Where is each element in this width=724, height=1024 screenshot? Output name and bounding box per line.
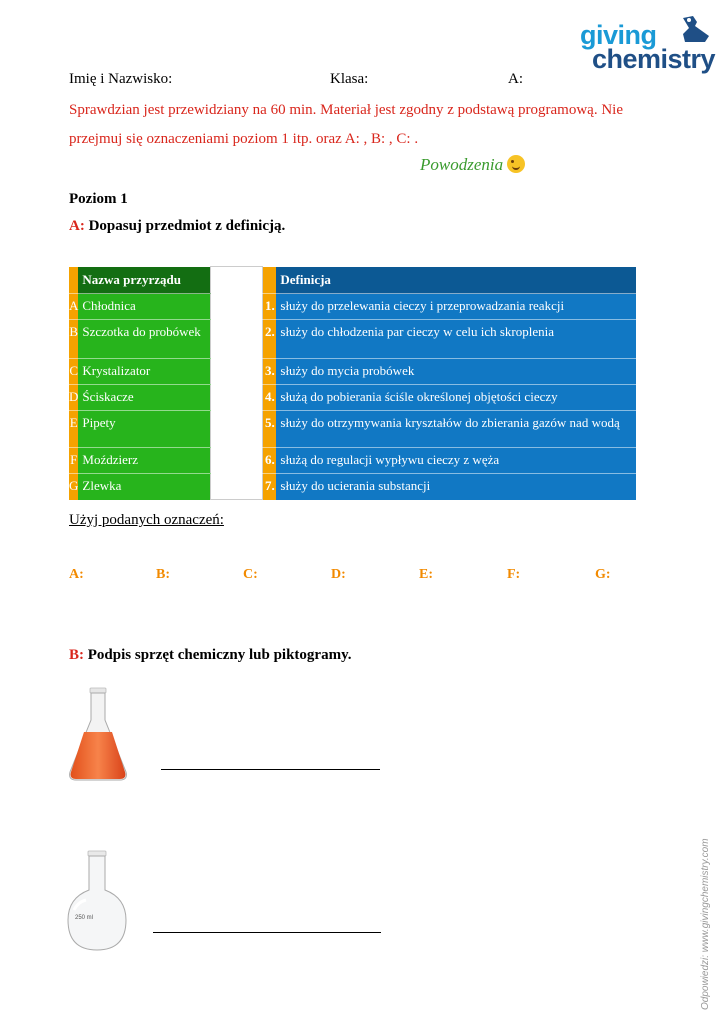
answer-cell[interactable] [211, 320, 263, 359]
task-b-text: Podpis sprzęt chemiczny lub piktogramy. [87, 647, 352, 663]
table-row: A Chłodnica 1. służy do przelewania cieczy i przeprowadzania reakcji [69, 294, 636, 320]
task-a-letter: A: [69, 218, 85, 234]
watermark [690, 830, 711, 1010]
table-row: E Pipety 5. służy do otrzymywania kryształów do zbierania gazów nad wodą [69, 411, 636, 448]
task-a-text: Dopasuj przedmiot z definicją. [88, 218, 286, 234]
answer-label: E: [419, 567, 433, 582]
giving-chemistry-logo [580, 14, 715, 72]
answer-cell[interactable] [211, 294, 263, 320]
flask-bird-icon [675, 14, 715, 48]
answer-cell[interactable] [211, 448, 263, 474]
logo-line2: chemistry [592, 44, 716, 74]
version-label: A: [508, 71, 523, 87]
answer-cell[interactable] [211, 411, 263, 448]
answer-cell[interactable] [211, 474, 263, 500]
good-luck-text: Powodzenia [420, 155, 504, 174]
answer-label: G: [595, 567, 611, 582]
answer-label: C: [243, 567, 258, 582]
class-label: Klasa: [330, 71, 369, 87]
table-row: D Ściskacze 4. służą do pobierania ściśle określonej objętości cieczy [69, 385, 636, 411]
level-title: Poziom 1 [69, 191, 128, 207]
round-bottom-flask-icon [64, 850, 130, 954]
table-row: G Zlewka 7. służy do ucierania substancji [69, 474, 636, 500]
answer-label: F: [507, 567, 521, 582]
table-row: F Moździerz 6. służą do regulacji wypływu cieczy z węża [69, 448, 636, 474]
wink-emoji-icon [507, 155, 525, 173]
answer-cell[interactable] [211, 385, 263, 411]
name-label: Imię i Nazwisko: [69, 71, 173, 87]
matching-table [69, 266, 636, 500]
header-name: Nazwa przyrządu [78, 267, 211, 294]
watermark-text: Odpowiedzi: www.givingchemistry.com [700, 838, 711, 1010]
flask-volume-label: 250 ml [75, 915, 94, 921]
answer-label: A: [69, 567, 84, 582]
task-b-letter: B: [69, 647, 84, 663]
task-a-heading [69, 218, 285, 235]
task-b-heading [69, 647, 352, 664]
table-row: B Szczotka do probówek 2. służy do chłodzenia par cieczy w celu ich skroplenia [69, 320, 636, 359]
header-definition: Definicja [276, 267, 636, 294]
logo-line1: giving [580, 20, 657, 50]
table-row: C Krystalizator 3. służy do mycia probówek [69, 359, 636, 385]
intro-text: Sprawdzian jest przewidziany na 60 min. Materiał jest zgodny z podstawą programową. Nie przejmuj się oznaczeniami poziom 1 itp. oraz A: , B: , C: . [69, 102, 623, 147]
answer-cell[interactable] [211, 359, 263, 385]
use-labels-text: Użyj podanych oznaczeń: [69, 512, 224, 528]
answer-label: D: [331, 567, 346, 582]
erlenmeyer-flask-icon [66, 686, 130, 782]
good-luck [420, 155, 525, 175]
answer-line[interactable] [161, 769, 380, 770]
answer-line[interactable] [153, 932, 381, 933]
answer-label: B: [156, 567, 170, 582]
